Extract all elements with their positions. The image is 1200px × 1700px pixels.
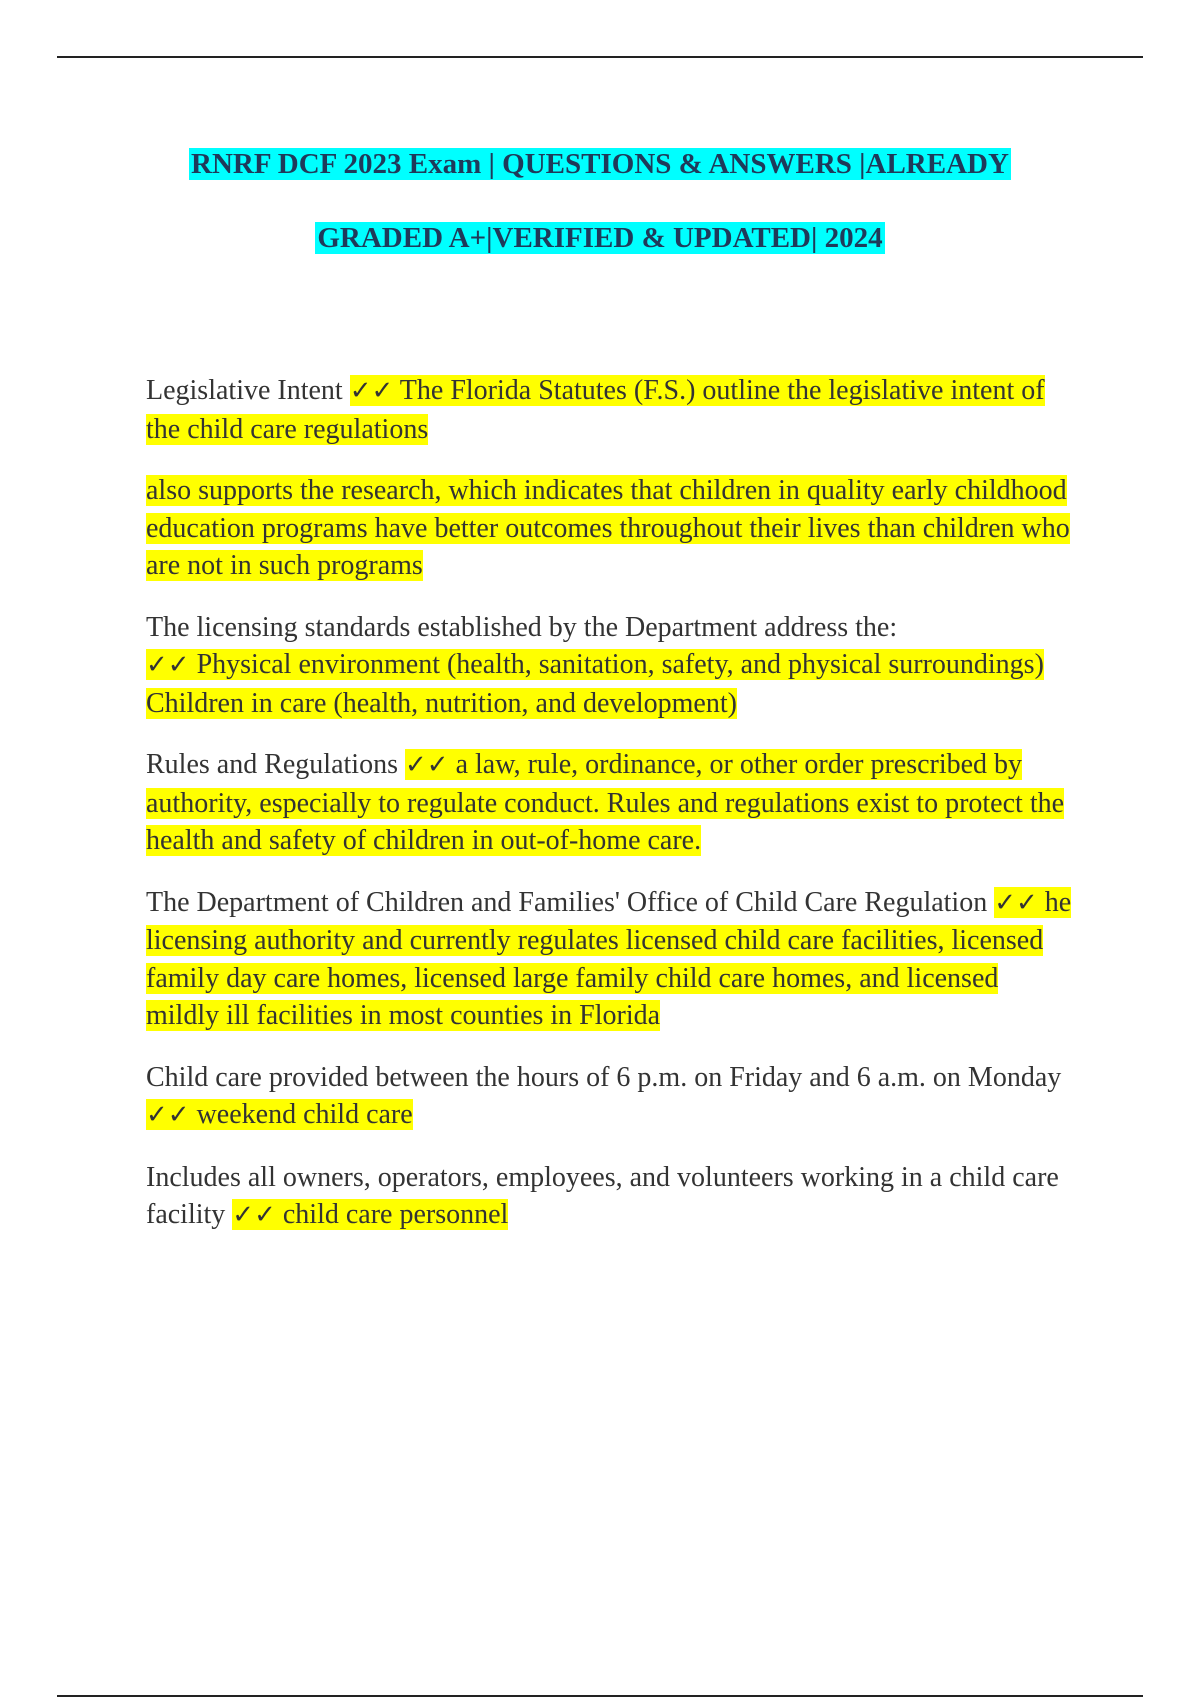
double-check-icon: ✓✓ bbox=[146, 650, 190, 680]
qa-entry bbox=[146, 746, 1076, 860]
double-check-icon: ✓✓ bbox=[404, 750, 449, 780]
qa-entry bbox=[146, 372, 1076, 448]
answer-text: he licensing authority and currently regulates licensed child care facilities, licensed family day care homes, licensed large family child care homes, and licensed mildly ill facilities in most counties in Florida bbox=[146, 886, 1072, 1031]
answer-text: a law, rule, ordinance, or other order prescribed by authority, especially to regulate conduct. Rules and regulations exist to protect the health and safety of children in out-of-home care. bbox=[146, 749, 1065, 856]
answer-text: child care personnel bbox=[282, 1199, 509, 1230]
answer-highlight bbox=[146, 649, 1044, 680]
question-text: The licensing standards established by the Department address the: bbox=[146, 611, 898, 643]
top-rule bbox=[57, 56, 1143, 58]
bottom-rule bbox=[57, 1695, 1143, 1697]
question-text: Child care provided between the hours of 6 p.m. on Friday and 6 a.m. on Monday bbox=[146, 1061, 1062, 1093]
answer-text: The Florida Statutes (F.S.) outline the legislative intent of the child care regulations bbox=[146, 375, 1045, 445]
double-check-icon: ✓✓ bbox=[994, 887, 1038, 918]
document-title-line-2 bbox=[0, 220, 1200, 256]
title-highlight: RNRF DCF 2023 Exam | QUESTIONS & ANSWERS |ALREADY bbox=[191, 148, 1009, 180]
answer-text: Physical environment (health, sanitation, safety, and physical surroundings) bbox=[196, 649, 1044, 680]
double-check-icon: ✓✓ bbox=[146, 1100, 190, 1130]
qa-content bbox=[146, 372, 1076, 1259]
answer-highlight bbox=[146, 1099, 413, 1130]
double-check-icon: ✓✓ bbox=[349, 376, 394, 406]
question-text: Rules and Regulations bbox=[146, 749, 398, 780]
answer-text-line-2: Children in care (health, nutrition, and development) bbox=[146, 687, 737, 719]
question-text: The Department of Children and Families' Office of Child Care Regulation bbox=[146, 886, 988, 918]
question-text: Legislative Intent bbox=[146, 375, 343, 406]
qa-entry bbox=[146, 884, 1076, 1035]
double-check-icon: ✓✓ bbox=[232, 1200, 276, 1230]
answer-text: also supports the research, which indicates that children in quality early childhood education programs have better outcomes throughout their lives than children who are not in such programs bbox=[146, 475, 1070, 581]
answer-text: weekend child care bbox=[196, 1099, 413, 1130]
qa-entry bbox=[146, 472, 1076, 585]
question-text: Includes all owners, operators, employees, and volunteers working in a child care facility bbox=[146, 1161, 1059, 1230]
document-title-line-1 bbox=[0, 146, 1200, 182]
qa-entry bbox=[146, 1159, 1076, 1235]
title-highlight: GRADED A+|VERIFIED & UPDATED| 2024 bbox=[317, 222, 883, 254]
qa-entry bbox=[146, 609, 1076, 723]
answer-highlight bbox=[232, 1199, 508, 1230]
qa-entry bbox=[146, 1059, 1076, 1135]
